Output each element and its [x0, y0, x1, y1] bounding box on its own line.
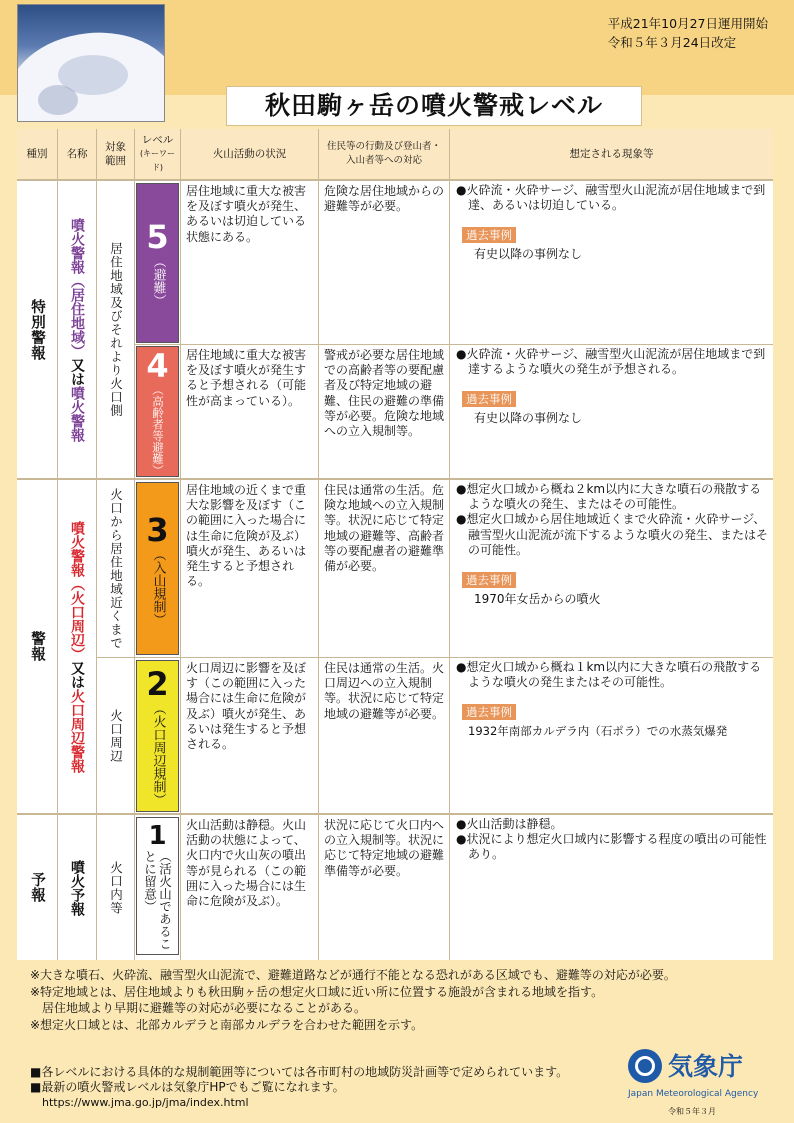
name-special-a: 噴火警報	[69, 217, 85, 274]
level-2-phen-1: ●想定火口域から概ね１km以内に大きな噴石の飛散するような噴火の発生またはその可能性。	[456, 660, 762, 690]
category-forecast: 予報	[29, 872, 45, 903]
level-4-past: 有史以降の事例なし	[474, 411, 583, 426]
volcano-photo	[17, 4, 165, 122]
category-warning: 警報	[29, 631, 45, 662]
level-2-phenomena	[450, 658, 773, 813]
col-target: 対象範囲	[97, 129, 134, 179]
name-special-d: 噴火警報	[69, 385, 85, 442]
level-3-past-badge: 過去事例	[462, 572, 516, 588]
name-forecast: 噴火予報	[69, 859, 85, 916]
revised-date: 令和５年３月24日改定	[607, 35, 737, 50]
level-1-activity: 火山活動は静穏。火山活動の状態によって、火口内で火山灰の噴出等が見られる（この範囲に入った場合には生命に危険が及ぶ）。	[186, 818, 307, 909]
footer	[30, 1065, 568, 1110]
level-5-past-badge: 過去事例	[462, 227, 516, 243]
col-type: 種別	[17, 129, 57, 179]
level-1-number: 1	[148, 821, 167, 851]
level-5-action: 危険な居住地域からの避難等が必要。	[324, 184, 445, 214]
level-3-phen-1: ●想定火口域から概ね２km以内に大きな噴石の飛散するような噴火の発生、またはその可能性。	[456, 482, 762, 512]
name-special	[58, 181, 96, 478]
level-1-phen-2: ●状況により想定火口域内に影響する程度の噴出の可能性あり。	[456, 832, 767, 862]
level-2-past-badge: 過去事例	[462, 704, 516, 720]
target-crater-area: 火口周辺	[108, 708, 124, 763]
level-3-phen-2: ●想定火口域から居住地域近くまで火砕流・火砕サージ、融雪型火山泥流が流下するような噴火の発生、またはその可能性。	[456, 512, 769, 557]
level-2-number: 2	[146, 665, 169, 703]
date-block	[608, 14, 768, 52]
note-4: ※想定火口域とは、北部カルデラと南部カルデラを合わせた範囲を示す。	[30, 1017, 424, 1032]
start-date: 平成21年10月27日運用開始	[607, 16, 768, 31]
name-warning-d: 火口周辺警報	[69, 688, 85, 773]
level-1-keyword: （活火山であることに留意）	[142, 850, 173, 950]
level-2-past: 1932年南部カルデラ内（石ポラ）での水蒸気爆発	[468, 724, 728, 739]
publish-stamp: 令和５年３月	[668, 1107, 716, 1116]
target-crater: 火口内等	[108, 860, 124, 915]
category-special: 特別警報	[29, 298, 45, 361]
name-warning-a: 噴火警報	[69, 520, 85, 577]
col-level	[135, 129, 180, 179]
level-5-phenomena	[450, 181, 773, 344]
jma-url-link[interactable]: https://www.jma.go.jp/jma/index.html	[42, 1096, 249, 1109]
level-4-activity: 居住地域に重大な被害を及ぼす噴火が発生すると予想される（可能性が高まっている）。	[186, 348, 307, 408]
level-table	[17, 129, 773, 960]
name-warning-c: 又は	[69, 660, 85, 689]
level-1-action: 状況に応じて火口内への立入規制等。状況に応じて特定地域の避難準備等が必要。	[324, 818, 445, 878]
level-5-phen-1: ●火砕流・火砕サージ、融雪型火山泥流が居住地域まで到達、あるいは切迫している。	[456, 183, 766, 213]
level-1-box	[136, 817, 179, 955]
jma-logo-name: 気象庁	[668, 1052, 744, 1081]
level-3-phenomena	[450, 480, 773, 657]
level-5-box	[136, 183, 179, 343]
level-4-number: 4	[146, 346, 169, 385]
note-3: 居住地域より早期に避難等の対応が必要になることがある。	[30, 1001, 367, 1015]
level-4-keyword: （高齢者等避難）	[151, 383, 165, 476]
level-3-keyword: （入山規制）	[150, 547, 166, 626]
level-3-action: 住民は通常の生活。危険な地域への立入規制等。状況に応じて特定地域の避難等、高齢者等の要配慮者の避難準備が必要。	[324, 483, 445, 574]
name-special-c: 又は	[69, 357, 85, 386]
note-2: ※特定地域とは、居住地域よりも秋田駒ヶ岳の想定火口域に近い所に位置する施設が含まれる地域を指す。	[30, 984, 604, 999]
target-residential: 居住地域及びそれより火口側	[108, 241, 124, 418]
level-5-keyword: （避難）	[150, 255, 166, 307]
level-5-past: 有史以降の事例なし	[474, 247, 583, 262]
jma-logo-english: Japan Meteorological Agency	[628, 1089, 759, 1099]
col-activity: 火山活動の状況	[181, 129, 318, 179]
level-5-number: 5	[146, 218, 169, 256]
level-4-box	[136, 346, 179, 477]
page-title: 秋田駒ヶ岳の噴火警戒レベル	[226, 86, 642, 126]
notes	[30, 967, 676, 1033]
level-3-number: 3	[146, 510, 169, 549]
col-action: 住民等の行動及び登山者・入山者等への対応	[319, 129, 449, 179]
level-2-action: 住民は通常の生活。火口周辺への立入規制等。状況に応じて特定地域の避難等が必要。	[324, 661, 445, 721]
col-phenomena: 想定される現象等	[450, 129, 773, 179]
note-1: ※大きな噴石、火砕流、融雪型火山泥流で、避難道路などが通行不能となる恐れがある区域でも、避難等の対応が必要。	[30, 968, 676, 982]
level-3-activity: 居住地域の近くまで重大な影響を及ぼす（この範囲に入った場合には生命に危険が及ぶ）噴火が発生、あるいは発生すると予想される。	[186, 483, 307, 589]
level-4-phenomena	[450, 345, 773, 478]
level-5-activity: 居住地域に重大な被害を及ぼす噴火が発生、あるいは切迫している状態にある。	[186, 184, 307, 244]
level-1-phenomena	[450, 815, 773, 960]
jma-emblem-icon	[628, 1049, 662, 1083]
level-1-phen-1: ●火山活動は静穏。	[456, 817, 563, 831]
level-4-action: 警戒が必要な居住地域での高齢者等の要配慮者及び特定地域の避難、住民の避難の準備等が必要。危険な地域への立入規制等。	[324, 348, 445, 439]
col-name: 名称	[58, 129, 96, 179]
level-3-past: 1970年女岳からの噴火	[474, 592, 601, 607]
name-warning	[58, 480, 96, 813]
name-special-b: （居住地域）	[69, 273, 85, 358]
footer-line-1: ■各レベルにおける具体的な規制範囲等については各市町村の地域防災計画等で定められています。	[30, 1065, 569, 1079]
col-keyword-label: (キーワード)	[139, 149, 176, 172]
footer-line-2: ■最新の噴火警戒レベルは気象庁HPでもご覧になれます。	[30, 1080, 345, 1094]
level-2-keyword: （火口周辺規制）	[150, 702, 166, 806]
col-level-label: レベル	[141, 134, 174, 146]
target-near-residential: 火口から居住地域近くまで	[108, 487, 124, 650]
level-4-past-badge: 過去事例	[462, 391, 516, 407]
jma-logo	[628, 1047, 768, 1103]
level-4-phen-1: ●火砕流・火砕サージ、融雪型火山泥流が居住地域まで到達するような噴火の発生が予想される。	[456, 347, 766, 377]
name-warning-b: （火口周辺）	[69, 576, 85, 661]
level-2-box	[136, 660, 179, 812]
level-2-activity: 火口周辺に影響を及ぼす（この範囲に入った場合には生命に危険が及ぶ）噴火が発生、あるいは発生すると予想される。	[186, 661, 307, 752]
level-3-box	[136, 482, 179, 655]
